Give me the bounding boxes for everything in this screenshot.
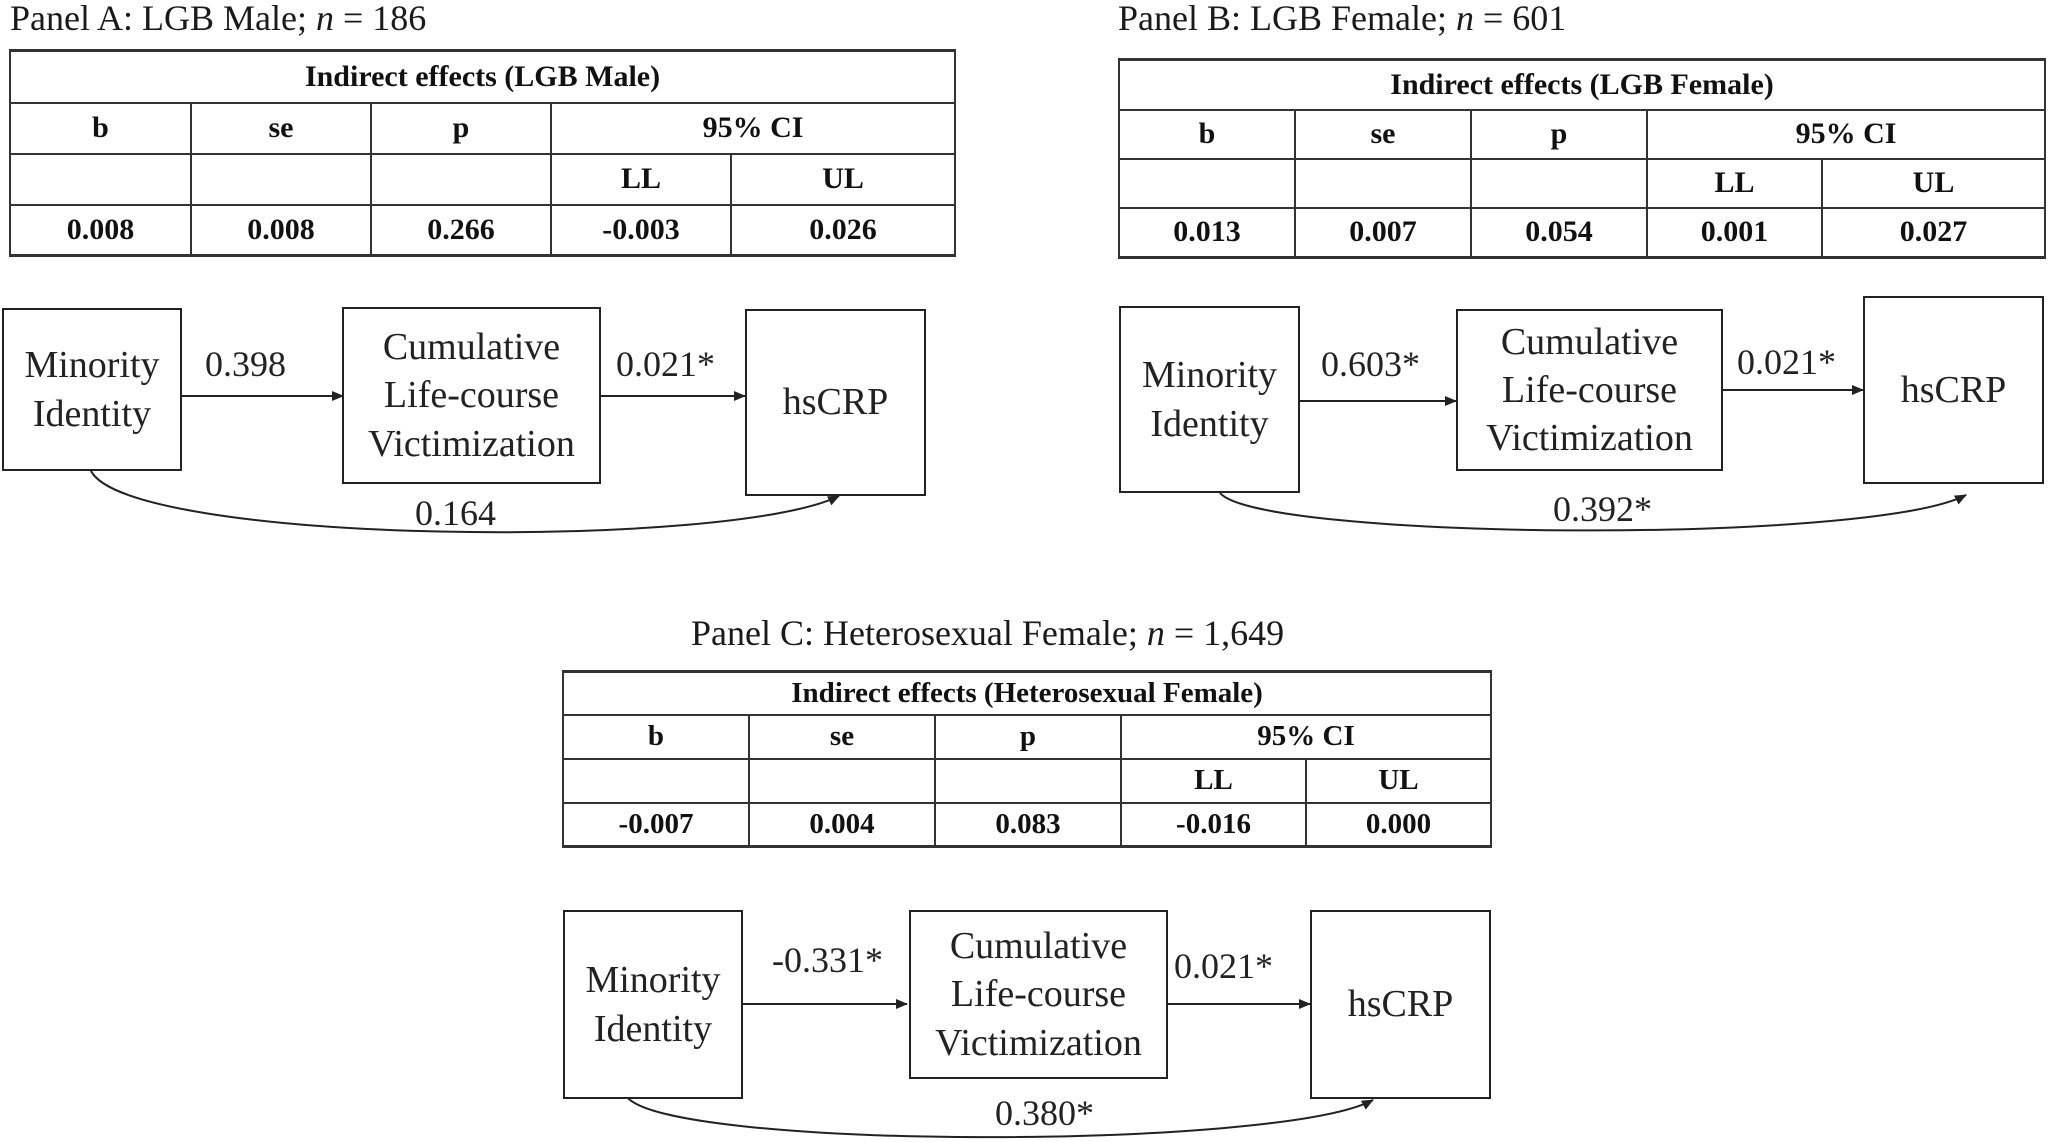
panel-b-empty-cell <box>1119 159 1295 208</box>
panel-a-value-se: 0.008 <box>191 205 371 256</box>
panel-c-header-se: se <box>749 715 935 759</box>
panel-a-value-ul: 0.026 <box>731 205 955 256</box>
panel-c-hscrp-box <box>1310 910 1491 1099</box>
panel-b-value-se: 0.007 <box>1295 208 1471 258</box>
panel-b-table-title: Indirect effects (LGB Female) <box>1119 60 2045 110</box>
panel-b-minority-identity-box <box>1119 306 1300 493</box>
panel-b-header-p: p <box>1471 110 1647 159</box>
panel-c-title-prefix: Panel C: Heterosexual Female; <box>691 613 1147 653</box>
panel-b-outcome-label: hsCRP <box>1900 368 2007 411</box>
panel-c-header-ll: LL <box>1121 759 1306 803</box>
panel-a-path-b-label: 0.021* <box>616 344 715 384</box>
panel-b-path-c-label: 0.392* <box>1553 489 1652 529</box>
panel-c-victimization-box <box>909 910 1168 1079</box>
panel-b-indirect-effects-table <box>1118 58 2046 259</box>
panel-c-mediator-line3: Victimization <box>935 1021 1142 1064</box>
panel-b-empty-cell <box>1471 159 1647 208</box>
panel-b-header-b: b <box>1119 110 1295 159</box>
panel-b-hscrp-box <box>1863 296 2044 484</box>
panel-a-predictor-line1: Minority <box>24 344 160 387</box>
panel-a-path-c-label: 0.164 <box>415 493 496 533</box>
panel-a-header-ci: 95% CI <box>551 103 955 154</box>
panel-a-value-ll: -0.003 <box>551 205 731 256</box>
panel-a-outcome-label: hsCRP <box>782 381 889 424</box>
panel-c-title-n: n <box>1146 613 1165 653</box>
panel-c-table-title: Indirect effects (Heterosexual Female) <box>563 672 1491 715</box>
panel-b-header-ul: UL <box>1822 159 2045 208</box>
panel-b-title <box>1118 0 1566 38</box>
panel-a-value-p: 0.266 <box>371 205 551 256</box>
panel-c-predictor-line1: Minority <box>585 959 721 1002</box>
panel-c-predictor-line2: Identity <box>593 1007 713 1050</box>
panel-a-mediator-line2: Life-course <box>383 374 560 417</box>
panel-c-outcome-label: hsCRP <box>1347 983 1454 1026</box>
panel-c-value-ll: -0.016 <box>1121 803 1306 847</box>
panel-c-title-suffix: = 1,649 <box>1164 613 1285 653</box>
panel-b-header-se: se <box>1295 110 1471 159</box>
panel-a-path-a-label: 0.398 <box>205 344 286 384</box>
panel-b-path-b-label: 0.021* <box>1737 342 1836 382</box>
panel-a-mediator-line1: Cumulative <box>382 326 561 369</box>
panel-c-title <box>691 613 1284 653</box>
panel-a-title-n: n <box>315 0 334 38</box>
panel-a-header-p: p <box>371 103 551 154</box>
panel-c-value-se: 0.004 <box>749 803 935 847</box>
panel-a-title-suffix: = 186 <box>333 0 427 38</box>
panel-b-title-prefix: Panel B: LGB Female; <box>1118 0 1456 38</box>
panel-b-empty-cell <box>1295 159 1471 208</box>
panel-a-header-ll: LL <box>551 154 731 205</box>
panel-b-value-b: 0.013 <box>1119 208 1295 258</box>
panel-b-mediator-line2: Life-course <box>1501 368 1678 411</box>
panel-a-title-prefix: Panel A: LGB Male; <box>10 0 316 38</box>
panel-c-path-a-label: -0.331* <box>772 940 883 980</box>
panel-b-mediator-line1: Cumulative <box>1500 320 1679 363</box>
panel-c-indirect-effects-table <box>562 670 1492 848</box>
panel-c-mediator-line1: Cumulative <box>949 925 1128 968</box>
panel-b-header-ci: 95% CI <box>1647 110 2045 159</box>
panel-b-path-a-label: 0.603* <box>1321 344 1420 384</box>
panel-b-value-ll: 0.001 <box>1647 208 1822 258</box>
panel-a-header-b: b <box>10 103 191 154</box>
panel-c-header-ul: UL <box>1306 759 1491 803</box>
panel-b-predictor-line2: Identity <box>1150 402 1269 445</box>
panel-a-table-title: Indirect effects (LGB Male) <box>10 51 955 103</box>
panel-c-empty-cell <box>935 759 1121 803</box>
panel-c-mediator-line2: Life-course <box>950 973 1127 1016</box>
panel-a-header-se: se <box>191 103 371 154</box>
panel-c-path-b-label: 0.021* <box>1174 946 1273 986</box>
panel-c-value-b: -0.007 <box>563 803 749 847</box>
panel-b-value-ul: 0.027 <box>1822 208 2045 258</box>
panel-c-empty-cell <box>563 759 749 803</box>
panel-b-predictor-line1: Minority <box>1141 354 1278 397</box>
panel-a-mediator-line3: Victimization <box>368 422 575 465</box>
panel-c-empty-cell <box>749 759 935 803</box>
panel-c-path-c-label: 0.380* <box>995 1093 1094 1133</box>
panel-b-title-suffix: = 601 <box>1473 0 1567 38</box>
panel-a-victimization-box <box>342 307 601 484</box>
panel-a-hscrp-box <box>745 309 926 496</box>
panel-c-value-p: 0.083 <box>935 803 1121 847</box>
panel-b-title-n: n <box>1455 0 1474 38</box>
panel-c-value-ul: 0.000 <box>1306 803 1491 847</box>
panel-b-header-ll: LL <box>1647 159 1822 208</box>
panel-b-mediator-line3: Victimization <box>1486 417 1693 460</box>
panel-b-value-p: 0.054 <box>1471 208 1647 258</box>
panel-a-value-b: 0.008 <box>10 205 191 256</box>
panel-b-victimization-box <box>1456 309 1723 471</box>
panel-a-minority-identity-box <box>2 308 182 471</box>
panel-c-header-p: p <box>935 715 1121 759</box>
panel-c-header-ci: 95% CI <box>1121 715 1491 759</box>
panel-a-predictor-line2: Identity <box>32 392 152 435</box>
panel-c-header-b: b <box>563 715 749 759</box>
panel-a-header-ul: UL <box>731 154 955 205</box>
panel-c-minority-identity-box <box>563 910 743 1099</box>
